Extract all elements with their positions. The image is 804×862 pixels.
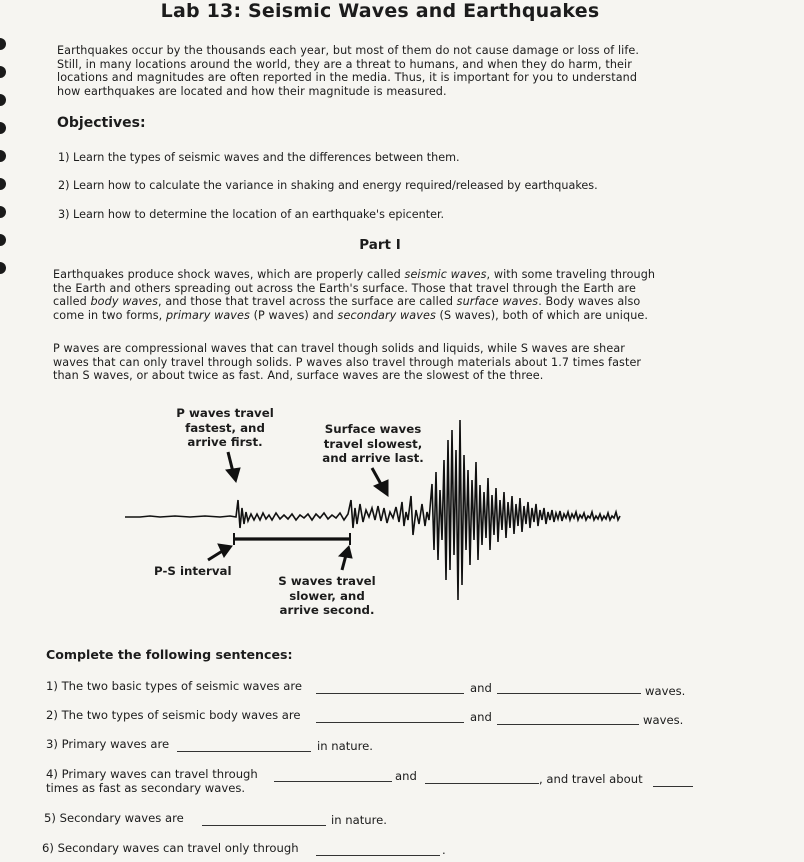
part1-paragraph-2: P waves are compressional waves that can travel though solids and liquids, while S waves are shear waves that can only travel through solids. P waves also travel through materials about 1.7 times faster than S waves, or about twice as fast. And, surface waves are the slowest of the three.	[53, 342, 642, 383]
question-1-text: 1) The two basic types of seismic waves are	[46, 679, 302, 693]
intro-line: Earthquakes occur by the thousands each year, but most of them do not cause damage or loss of life.	[57, 44, 640, 57]
intro-line: Still, in many locations around the world, they are a threat to humans, and when they do harm, their	[57, 57, 632, 71]
question-4-text: 4) Primary waves can travel through	[46, 767, 258, 781]
surface-wave-label: Surface waves travel slowest, and arrive last.	[322, 422, 424, 465]
objective-item: 3) Learn how to determine the location of an earthquake's epicenter.	[58, 208, 445, 221]
question-4-line-2: times as fast as secondary waves.	[46, 781, 246, 795]
s-wave-label: S waves travel slower, and arrive second.	[278, 574, 376, 617]
question-4-blank-3[interactable]	[653, 786, 693, 787]
binder-hole	[0, 262, 6, 274]
exercise-heading: Complete the following sentences:	[46, 647, 293, 662]
question-4-and: and	[395, 769, 417, 783]
question-6-end: .	[442, 843, 446, 857]
seismogram-diagram	[120, 400, 640, 630]
question-1-and: and	[470, 681, 492, 695]
question-1-end: waves.	[645, 684, 686, 698]
intro-line: how earthquakes are located and how their magnitude is measured.	[57, 84, 447, 98]
term-surface-waves: surface waves	[456, 295, 539, 309]
objective-item: 2) Learn how to calculate the variance in shaking and energy required/released by earthquakes.	[58, 179, 598, 192]
term-seismic-waves: seismic waves	[404, 268, 487, 281]
question-3-text: 3) Primary waves are	[46, 737, 170, 751]
part1-paragraph-1: Earthquakes produce shock waves, which are properly called seismic waves, with some traveling through the Earth and others spreading out across the Earth's surface. Those that travel through the Earth are called body waves, and those that travel across the surface are called surface waves. Body waves also come in two forms, primary waves (P waves) and secondary waves (S waves), both of which are unique.	[53, 268, 656, 322]
question-4-blank-2[interactable]	[425, 783, 539, 784]
question-3-blank[interactable]	[177, 751, 311, 752]
question-4-end: , and travel about	[539, 772, 643, 786]
binder-hole	[0, 206, 6, 218]
question-5-end: in nature.	[331, 813, 387, 827]
question-2-and: and	[470, 710, 492, 724]
binder-hole	[0, 122, 6, 134]
question-5-blank[interactable]	[202, 825, 326, 826]
p-wave-label: P waves travel fastest, and arrive first.	[176, 406, 274, 449]
question-6-blank[interactable]	[316, 855, 440, 856]
ps-interval-label: P-S interval	[154, 564, 232, 578]
question-1-blank-1[interactable]	[316, 693, 464, 694]
question-2-text: 2) The two types of seismic body waves are	[46, 708, 301, 722]
question-5-text: 5) Secondary waves are	[44, 811, 184, 825]
arrow-p-wave	[226, 452, 240, 482]
binder-hole	[0, 150, 6, 162]
binder-hole	[0, 94, 6, 106]
question-2-end: waves.	[643, 713, 684, 727]
arrow-ps-interval	[208, 544, 232, 560]
question-2-blank-2[interactable]	[497, 724, 639, 725]
objective-item: 1) Learn the types of seismic waves and the differences between them.	[58, 151, 460, 164]
term-secondary-waves: secondary waves	[337, 308, 436, 322]
intro-line: locations and magnitudes are often reported in the media. Thus, it is important for you to understand	[57, 71, 638, 85]
question-6-text: 6) Secondary waves can travel only through	[42, 841, 299, 855]
objectives-heading: Objectives:	[57, 115, 146, 131]
intro-paragraph	[57, 44, 639, 98]
term-body-waves: body waves	[90, 295, 159, 309]
seismogram-trace-svg	[120, 400, 640, 630]
page-title: Lab 13: Seismic Waves and Earthquakes	[160, 0, 600, 22]
question-2-blank-1[interactable]	[316, 722, 464, 723]
part-heading: Part I	[359, 237, 401, 253]
arrow-surface-wave	[372, 468, 388, 496]
binder-hole	[0, 38, 6, 50]
term-primary-waves: primary waves	[165, 308, 250, 322]
seismogram-trace	[125, 420, 620, 600]
question-3-end: in nature.	[317, 739, 373, 753]
question-4-blank-1[interactable]	[274, 781, 392, 782]
binder-hole	[0, 178, 6, 190]
question-1-blank-2[interactable]	[497, 693, 641, 694]
arrow-s-wave	[339, 546, 352, 570]
binder-holes	[0, 0, 14, 300]
binder-hole	[0, 66, 6, 78]
